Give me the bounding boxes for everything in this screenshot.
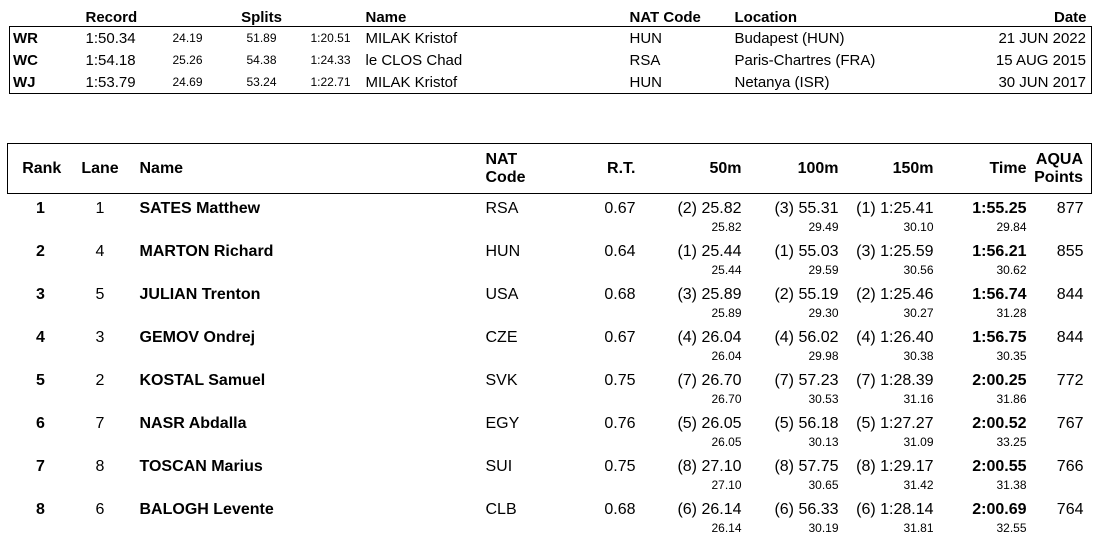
record-row — [10, 27, 1092, 50]
result-split-row — [8, 521, 1092, 538]
result-150m-split: 30.38 — [903, 349, 934, 363]
result-100m-split: 29.30 — [808, 306, 839, 320]
result-reaction-time: 0.75 — [604, 372, 636, 389]
record-name: MILAK Kristof — [365, 29, 458, 47]
result-aqua-points: 766 — [1056, 458, 1084, 475]
result-nat: EGY — [485, 415, 520, 432]
result-final-split: 31.86 — [996, 392, 1027, 406]
result-lane: 1 — [95, 200, 105, 217]
result-aqua-points: 844 — [1056, 329, 1084, 346]
result-name: KOSTAL Samuel — [139, 372, 266, 389]
results-header-rank: Rank — [22, 159, 62, 177]
record-split-100: 51.89 — [246, 31, 277, 45]
result-name: MARTON Richard — [139, 243, 274, 260]
result-100m-split: 29.49 — [808, 220, 839, 234]
records-header-name: Name — [365, 8, 407, 26]
record-row — [10, 49, 1092, 71]
records-header-splits: Splits — [241, 8, 282, 26]
result-split-row — [8, 349, 1092, 366]
record-date: 15 AUG 2015 — [995, 51, 1086, 69]
result-150m: (8) 1:29.17 — [856, 458, 934, 475]
result-100m: (5) 56.18 — [774, 415, 839, 432]
result-row — [8, 495, 1092, 521]
record-split-50: 24.19 — [172, 31, 203, 45]
result-100m-split: 30.65 — [808, 478, 839, 492]
result-final-split: 32.55 — [996, 521, 1027, 535]
result-reaction-time: 0.75 — [604, 458, 636, 475]
record-split-150: 1:20.51 — [310, 31, 351, 45]
result-100m: (4) 56.02 — [774, 329, 839, 346]
result-rank: 6 — [36, 415, 45, 432]
record-split-50: 24.69 — [172, 75, 203, 89]
result-name: SATES Matthew — [139, 200, 261, 217]
result-100m: (7) 57.23 — [774, 372, 839, 389]
record-name: le CLOS Chad — [365, 51, 463, 69]
records-header-nat-code: NAT Code — [629, 8, 701, 26]
result-final-split: 30.35 — [996, 349, 1027, 363]
records-header-date: Date — [1053, 8, 1087, 26]
result-50m: (3) 25.89 — [677, 286, 742, 303]
result-nat: USA — [485, 286, 519, 303]
results-header-nat-line2: Code — [485, 168, 526, 186]
results-header-points-line2: Points — [1034, 168, 1083, 186]
result-nat: HUN — [485, 243, 521, 260]
record-location: Budapest (HUN) — [734, 29, 845, 47]
result-100m-split: 29.59 — [808, 263, 839, 277]
result-time: 2:00.52 — [972, 415, 1027, 432]
results-header-time: Time — [989, 159, 1027, 177]
result-row — [8, 237, 1092, 263]
record-split-100: 53.24 — [246, 75, 277, 89]
result-50m: (5) 26.05 — [677, 415, 742, 432]
result-final-split: 31.28 — [996, 306, 1027, 320]
result-50m: (1) 25.44 — [677, 243, 742, 260]
result-100m: (1) 55.03 — [774, 243, 839, 260]
records-header-row — [10, 8, 1092, 27]
record-name: MILAK Kristof — [365, 73, 458, 91]
results-header-nat-line1: NAT — [485, 150, 518, 168]
result-150m-split: 30.10 — [903, 220, 934, 234]
result-100m: (6) 56.33 — [774, 501, 839, 518]
record-split-50: 25.26 — [172, 53, 203, 67]
records-header-record: Record — [85, 8, 138, 26]
record-time: 1:54.18 — [85, 51, 136, 69]
result-50m-split: 26.14 — [711, 521, 742, 535]
result-aqua-points: 844 — [1056, 286, 1084, 303]
records-header-location: Location — [734, 8, 797, 26]
result-50m-split: 26.05 — [711, 435, 742, 449]
result-rank: 2 — [36, 243, 45, 260]
result-rank: 8 — [36, 501, 45, 518]
result-50m: (8) 27.10 — [677, 458, 742, 475]
record-split-150: 1:24.33 — [310, 53, 351, 67]
record-date: 21 JUN 2022 — [998, 29, 1086, 47]
result-name: NASR Abdalla — [139, 415, 247, 432]
result-time: 1:56.75 — [972, 329, 1027, 346]
record-code: WR — [13, 29, 38, 47]
result-lane: 8 — [95, 458, 105, 475]
results-table — [7, 143, 1092, 538]
results-header-50m: 50m — [709, 159, 742, 177]
result-150m: (7) 1:28.39 — [856, 372, 934, 389]
result-nat: CLB — [485, 501, 517, 518]
result-final-split: 31.38 — [996, 478, 1027, 492]
result-150m: (4) 1:26.40 — [856, 329, 934, 346]
result-reaction-time: 0.68 — [604, 501, 636, 518]
record-location: Netanya (ISR) — [734, 73, 830, 91]
result-reaction-time: 0.64 — [604, 243, 636, 260]
result-name: GEMOV Ondrej — [139, 329, 256, 346]
result-final-split: 30.62 — [996, 263, 1027, 277]
record-split-150: 1:22.71 — [310, 75, 351, 89]
result-row — [8, 194, 1092, 221]
result-aqua-points: 855 — [1056, 243, 1084, 260]
result-aqua-points: 877 — [1056, 200, 1084, 217]
result-50m: (4) 26.04 — [677, 329, 742, 346]
result-100m-split: 29.98 — [808, 349, 839, 363]
result-final-split: 29.84 — [996, 220, 1027, 234]
result-aqua-points: 764 — [1056, 501, 1084, 518]
record-code: WC — [13, 51, 38, 69]
result-50m: (7) 26.70 — [677, 372, 742, 389]
result-name: TOSCAN Marius — [139, 458, 263, 475]
result-150m-split: 31.16 — [903, 392, 934, 406]
record-date: 30 JUN 2017 — [998, 73, 1086, 91]
result-name: JULIAN Trenton — [139, 286, 261, 303]
result-split-row — [8, 220, 1092, 237]
result-lane: 6 — [95, 501, 105, 518]
result-row — [8, 452, 1092, 478]
result-lane: 3 — [95, 329, 105, 346]
result-150m-split: 31.09 — [903, 435, 934, 449]
result-150m: (2) 1:25.46 — [856, 286, 934, 303]
result-150m: (1) 1:25.41 — [856, 200, 934, 217]
record-code: WJ — [13, 73, 36, 91]
result-aqua-points: 772 — [1056, 372, 1084, 389]
result-rank: 7 — [36, 458, 45, 475]
result-100m-split: 30.53 — [808, 392, 839, 406]
result-100m-split: 30.19 — [808, 521, 839, 535]
results-header-lane: Lane — [81, 159, 119, 177]
result-150m-split: 31.42 — [903, 478, 934, 492]
record-time: 1:53.79 — [85, 73, 136, 91]
result-split-row — [8, 392, 1092, 409]
result-150m: (3) 1:25.59 — [856, 243, 934, 260]
result-50m-split: 25.82 — [711, 220, 742, 234]
record-row — [10, 71, 1092, 94]
record-nat: HUN — [629, 73, 662, 91]
record-split-100: 54.38 — [246, 53, 277, 67]
record-location: Paris-Chartres (FRA) — [734, 51, 876, 69]
results-header-name: Name — [139, 159, 184, 177]
result-50m: (6) 26.14 — [677, 501, 742, 518]
result-lane: 7 — [95, 415, 105, 432]
result-split-row — [8, 435, 1092, 452]
result-final-split: 33.25 — [996, 435, 1027, 449]
result-150m-split: 31.81 — [903, 521, 934, 535]
result-100m: (3) 55.31 — [774, 200, 839, 217]
result-aqua-points: 767 — [1056, 415, 1084, 432]
result-rank: 1 — [36, 200, 45, 217]
result-50m-split: 26.70 — [711, 392, 742, 406]
result-lane: 5 — [95, 286, 105, 303]
result-lane: 2 — [95, 372, 105, 389]
result-time: 2:00.69 — [972, 501, 1027, 518]
result-time: 1:56.21 — [972, 243, 1027, 260]
result-row — [8, 280, 1092, 306]
results-header-150m: 150m — [892, 159, 934, 177]
record-nat: RSA — [629, 51, 661, 69]
record-time: 1:50.34 — [85, 29, 136, 47]
result-nat: RSA — [485, 200, 519, 217]
result-name: BALOGH Levente — [139, 501, 274, 518]
result-100m-split: 30.13 — [808, 435, 839, 449]
result-50m-split: 25.89 — [711, 306, 742, 320]
result-time: 1:56.74 — [972, 286, 1027, 303]
result-50m-split: 27.10 — [711, 478, 742, 492]
result-rank: 5 — [36, 372, 45, 389]
result-time: 2:00.25 — [972, 372, 1027, 389]
results-header-nat-code — [486, 144, 576, 194]
result-150m-split: 30.27 — [903, 306, 934, 320]
result-100m: (8) 57.75 — [774, 458, 839, 475]
result-time: 1:55.25 — [972, 200, 1027, 217]
result-reaction-time: 0.67 — [604, 200, 636, 217]
result-150m-split: 30.56 — [903, 263, 934, 277]
result-reaction-time: 0.76 — [604, 415, 636, 432]
records-table — [9, 8, 1092, 94]
result-rank: 4 — [36, 329, 45, 346]
result-split-row — [8, 306, 1092, 323]
result-time: 2:00.55 — [972, 458, 1027, 475]
result-split-row — [8, 478, 1092, 495]
result-nat: CZE — [485, 329, 518, 346]
results-header-points-line1: AQUA — [1035, 150, 1083, 168]
result-reaction-time: 0.68 — [604, 286, 636, 303]
result-100m: (2) 55.19 — [774, 286, 839, 303]
result-row — [8, 366, 1092, 392]
result-50m: (2) 25.82 — [677, 200, 742, 217]
results-header-aqua-points — [1028, 144, 1092, 194]
result-50m-split: 26.04 — [711, 349, 742, 363]
result-150m: (6) 1:28.14 — [856, 501, 934, 518]
results-header-rt: R.T. — [607, 159, 636, 177]
result-nat: SVK — [485, 372, 518, 389]
result-150m: (5) 1:27.27 — [856, 415, 934, 432]
record-nat: HUN — [629, 29, 662, 47]
result-nat: SUI — [485, 458, 513, 475]
result-rank: 3 — [36, 286, 45, 303]
result-reaction-time: 0.67 — [604, 329, 636, 346]
result-lane: 4 — [95, 243, 105, 260]
result-50m-split: 25.44 — [711, 263, 742, 277]
result-row — [8, 409, 1092, 435]
results-header-row — [8, 144, 1092, 194]
result-row — [8, 323, 1092, 349]
result-split-row — [8, 263, 1092, 280]
results-header-100m: 100m — [797, 159, 839, 177]
